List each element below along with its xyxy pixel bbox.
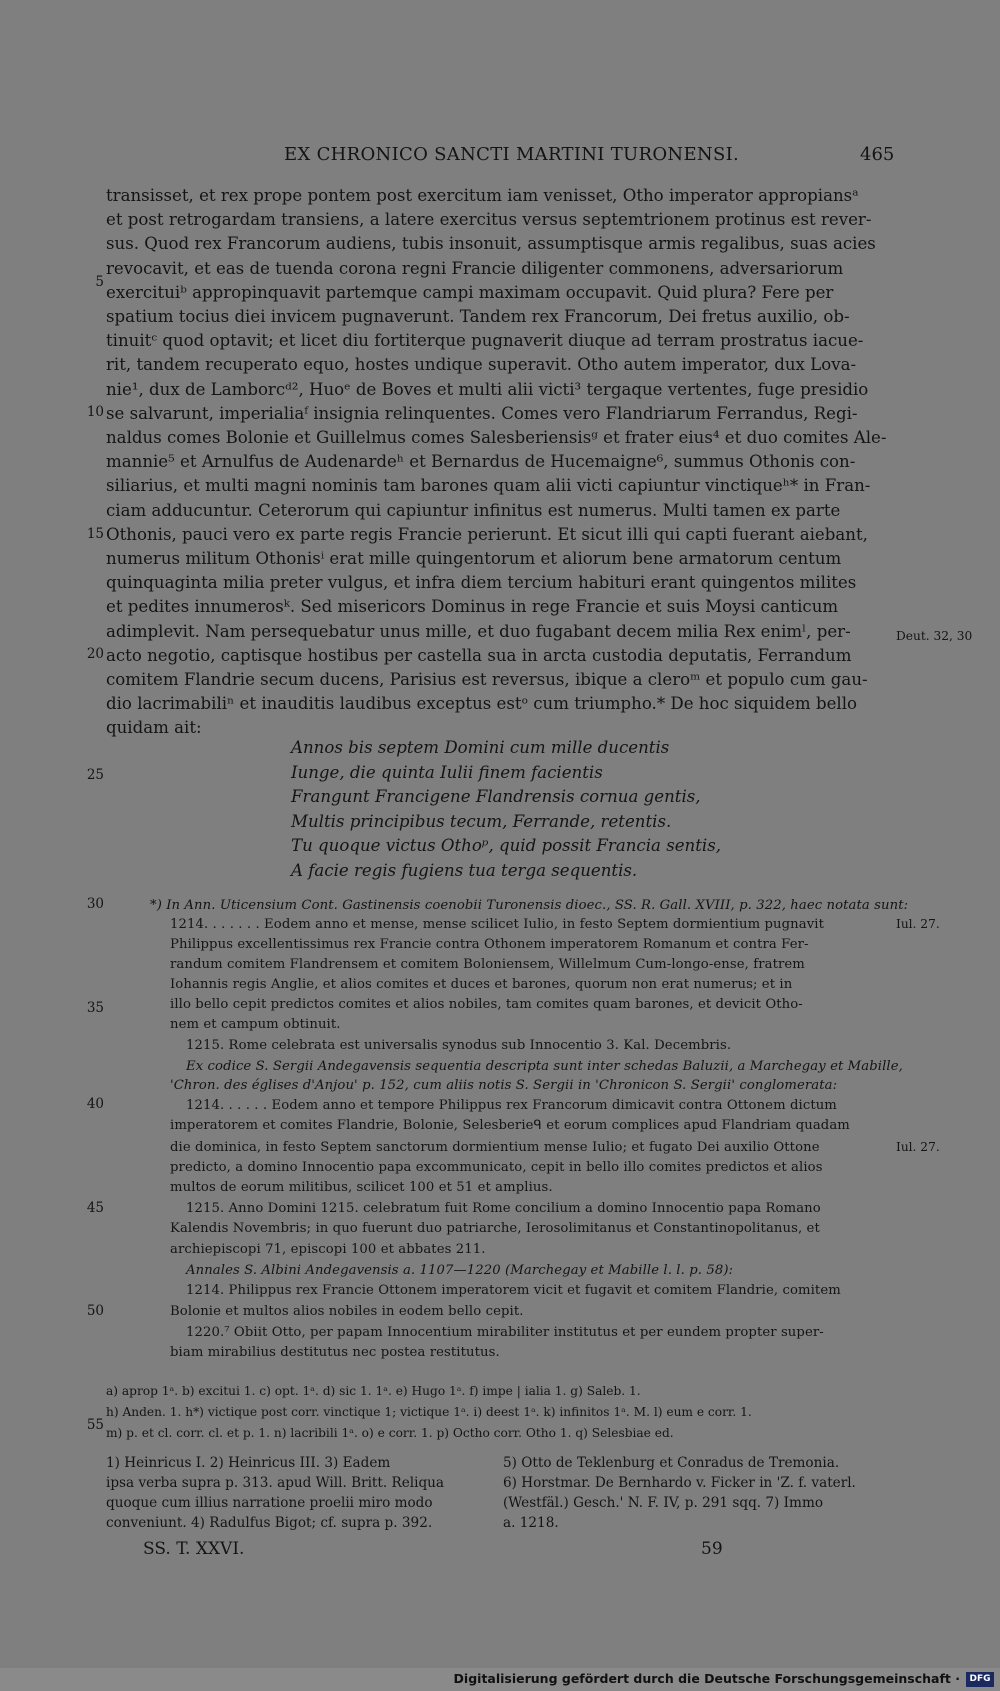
verse-line: Iunge, die quinta Iulii finem facientis: [291, 762, 603, 782]
note-line: illo bello cepit predictos comites et alios nobiles, tam comites quam barones, et devicit Otho-: [170, 997, 803, 1012]
note-line: Bolonie et multos alios nobiles in eodem bello cepit.: [170, 1304, 524, 1319]
note-line: 1215. Anno Domini 1215. celebratum fuit Rome concilium a domino Innocentio papa Romano: [186, 1201, 821, 1216]
note-line: *) In Ann. Uticensium Cont. Gastinensis coenobii Turonensis dioec., SS. R. Gall. XVIII, p. 322, haec notata sunt:: [150, 898, 909, 913]
line-number: 45: [86, 1200, 104, 1216]
note-line: 'Chron. des églises d'Anjou' p. 152, cum aliis notis S. Sergii in 'Chronicon S. Sergii' conglomerata:: [170, 1078, 838, 1093]
note-line: die dominica, in festo Septem sanctorum dormientium mense Iulio; et fugato Dei auxilio Ottone: [170, 1140, 820, 1155]
text-line: dio lacrimabiliⁿ et inauditis laudibus exceptus estᵒ cum triumpho.* De hoc siquidem bello: [106, 694, 857, 714]
signature-mark: SS. T. XXVI.: [143, 1539, 245, 1559]
text-line: mannie⁵ et Arnulfus de Audenardeʰ et Bernardus de Hucemaigne⁶, summus Othonis con-: [106, 452, 856, 472]
footnote-left-line: quoque cum illius narratione proelii miro modo: [106, 1495, 433, 1511]
line-number: 50: [86, 1303, 104, 1319]
verse-line: Multis principibus tecum, Ferrande, retentis.: [291, 811, 672, 831]
line-number: 10: [86, 404, 104, 420]
line-number: 30: [86, 896, 104, 912]
line-number: 55: [86, 1417, 104, 1433]
text-line: ciam adducuntur. Ceterorum qui capiuntur infinitus est numerus. Multi tamen ex parte: [106, 500, 841, 520]
text-line: acto negotio, captisque hostibus per castella sua in arcta custodia deputatis, Ferrandum: [106, 645, 852, 665]
text-line: comitem Flandrie secum ducens, Parisius est reversus, ibique a cleroᵐ et populo cum gau-: [106, 670, 868, 689]
note-line: archiepiscopi 71, episcopi 100 et abbates 211.: [170, 1242, 486, 1257]
margin-note: Iul. 27.: [896, 1140, 940, 1154]
text-line: numerus militum Othonisⁱ erat mille quingentorum et aliorum bene armatorum centum: [106, 549, 842, 568]
text-line: nie¹, dux de Lamborcᵈ², Huoᵉ de Boves et multi alii victi³ tergaque vertentes, fuge presidio: [106, 379, 869, 399]
footnote-right-line: (Westfäl.) Gesch.' N. F. IV, p. 291 sqq. 7) Immo: [503, 1495, 824, 1511]
line-number: 20: [86, 646, 104, 662]
variant-line: m) p. et cl. corr. cl. et p. 1. n) lacribili 1ᵃ. o) e corr. 1. p) Octho corr. Otho 1. q) Selesbiae ed.: [106, 1426, 674, 1440]
footnote-right-line: 6) Horstmar. De Bernhardo v. Ficker in 'Z. f. vaterl.: [503, 1475, 856, 1491]
text-line: rit, tandem recuperato equo, hostes undique superavit. Otho autem imperator, dux Lova-: [106, 355, 857, 375]
line-number: 40: [86, 1096, 104, 1112]
variant-line: h) Anden. 1. h*) victique post corr. vinctique 1; victique 1ᵃ. i) deest 1ᵃ. k) infinitos 1ᵃ. M. l) eum e corr. 1.: [106, 1405, 752, 1419]
verse-line: Tu quoque victus Othoᵖ, quid possit Francia sentis,: [291, 836, 721, 856]
verse-line: A facie regis fugiens tua terga sequentis.: [291, 861, 638, 880]
text-line: transisset, et rex prope pontem post exercitum iam venisset, Otho imperator appropiansᵃ: [106, 186, 859, 205]
note-line: predicto, a domino Innocentio papa excommunicato, cepit in bello illo comites predictos et alios: [170, 1160, 823, 1175]
line-number: 15: [86, 526, 104, 542]
dfg-banner-text: Digitalisierung gefördert durch die Deutsche Forschungsgemeinschaft ·: [453, 1671, 960, 1686]
note-line: 1214. Philippus rex Francie Ottonem imperatorem vicit et fugavit et comitem Flandrie, comitem: [186, 1283, 841, 1298]
text-line: exercituiᵇ appropinquavit partemque campi maximam occupavit. Quid plura? Fere per: [106, 282, 834, 302]
note-line: Annales S. Albini Andegavensis a. 1107—1220 (Marchegay et Mabille l. l. p. 58):: [186, 1263, 734, 1278]
page-number: 465: [860, 144, 895, 165]
gathering-number: 59: [701, 1539, 723, 1559]
note-line: Philippus excellentissimus rex Francie contra Othonem imperatorem Romanum et contra Fer-: [170, 937, 809, 952]
note-line: randum comitem Flandrensem et comitem Boloniensem, Willelmum Cum-longo-ense, fratrem: [170, 957, 805, 972]
note-line: 1215. Rome celebrata est universalis synodus sub Innocentio 3. Kal. Decembris.: [186, 1038, 732, 1053]
footnote-left-line: 1) Heinricus I. 2) Heinricus III. 3) Eadem: [106, 1455, 391, 1471]
note-line: 1220.⁷ Obiit Otto, per papam Innocentium mirabiliter institutus et per eundem propter super-: [186, 1325, 824, 1340]
text-line: quidam ait:: [106, 718, 202, 738]
margin-note: Deut. 32, 30: [896, 629, 973, 643]
text-line: quinquaginta milia preter vulgus, et infra diem tercium habituri erant quingentos milites: [106, 573, 857, 593]
running-head-title: EX CHRONICO SANCTI MARTINI TURONENSI.: [284, 144, 740, 165]
text-line: naldus comes Bolonie et Guillelmus comes Salesberiensisᵍ et frater eius⁴ et duo comites Ale-: [106, 428, 887, 447]
text-line: revocavit, et eas de tuenda corona regni Francie diligenter commonens, adversariorum: [106, 258, 844, 278]
footnote-right-line: 5) Otto de Teklenburg et Conradus de Tremonia.: [503, 1455, 840, 1471]
variant-line: a) aprop 1ᵃ. b) excitui 1. c) opt. 1ᵃ. d) sic 1. 1ᵃ. e) Hugo 1ᵃ. f) impe | ialia 1. g) Saleb. 1.: [106, 1384, 641, 1398]
verse-line: Frangunt Francigene Flandrensis cornua gentis,: [291, 787, 701, 807]
note-line: Kalendis Novembris; in quo fuerunt duo patriarche, Ierosolimitanus et Constantinopolitanus, et: [170, 1221, 820, 1236]
dfg-logo-icon: DFG: [966, 1672, 994, 1687]
text-line: spatium tocius diei invicem pugnaverunt. Tandem rex Francorum, Dei fretus auxilio, ob-: [106, 307, 850, 326]
line-number: 5: [95, 274, 104, 290]
text-line: tinuitᶜ quod optavit; et licet diu fortiterque pugnaverit diuque ad terram prostratus iacue-: [106, 331, 864, 351]
note-line: 1214. . . . . . Eodem anno et tempore Philippus rex Francorum dimicavit contra Ottonem dictum: [186, 1098, 837, 1113]
margin-note: Iul. 27.: [896, 917, 940, 931]
note-line: multos de eorum militibus, scilicet 100 et 51 et amplius.: [170, 1180, 553, 1195]
text-line: et post retrogardam transiens, a latere exercitus versus septemtrionem protinus est rever-: [106, 210, 872, 230]
footnote-right-line: a. 1218.: [503, 1515, 559, 1531]
text-line: se salvarunt, imperialiaᶠ insignia relinquentes. Comes vero Flandriarum Ferrandus, Regi-: [106, 403, 858, 423]
note-line: imperatorem et comites Flandrie, Bolonie, Selesberieᑫ et eorum complices apud Flandriam quadam: [170, 1118, 850, 1133]
text-line: et pedites innumerosᵏ. Sed misericors Dominus in rege Francie et suis Moysi canticum: [106, 597, 839, 617]
text-line: Othonis, pauci vero ex parte regis Francie perierunt. Et sicut illi qui capti fuerant aiebant,: [106, 524, 868, 544]
note-line: nem et campum obtinuit.: [170, 1017, 341, 1032]
text-line: siliarius, et multi magni nominis tam barones quam alii victi capiuntur vinctiqueʰ* in Fran-: [106, 476, 871, 496]
footnote-left-line: ipsa verba supra p. 313. apud Will. Britt. Reliqua: [106, 1475, 445, 1491]
line-number: 25: [86, 767, 104, 783]
text-line: sus. Quod rex Francorum audiens, tubis insonuit, assumptisque armis regalibus, suas acies: [106, 234, 876, 254]
footnote-left-line: conveniunt. 4) Radulfus Bigot; cf. supra p. 392.: [106, 1515, 433, 1531]
line-number: 35: [86, 1000, 104, 1016]
note-line: 1214. . . . . . . Eodem anno et mense, mense scilicet Iulio, in festo Septem dormientium pugnavit: [170, 917, 824, 932]
note-line: biam mirabilius destitutus nec postea restitutus.: [170, 1345, 500, 1360]
verse-line: Annos bis septem Domini cum mille ducentis: [291, 738, 670, 757]
note-line: Iohannis regis Anglie, et alios comites et duces et barones, quorum non erat numerus; et in: [170, 977, 793, 992]
note-line: Ex codice S. Sergii Andegavensis sequentia descripta sunt inter schedas Baluzii, a Marchegay et Mabille,: [186, 1059, 903, 1074]
text-line: adimplevit. Nam persequebatur unus mille, et duo fugabant decem milia Rex enimˡ, per-: [106, 621, 851, 641]
dfg-banner: [0, 1668, 1000, 1691]
